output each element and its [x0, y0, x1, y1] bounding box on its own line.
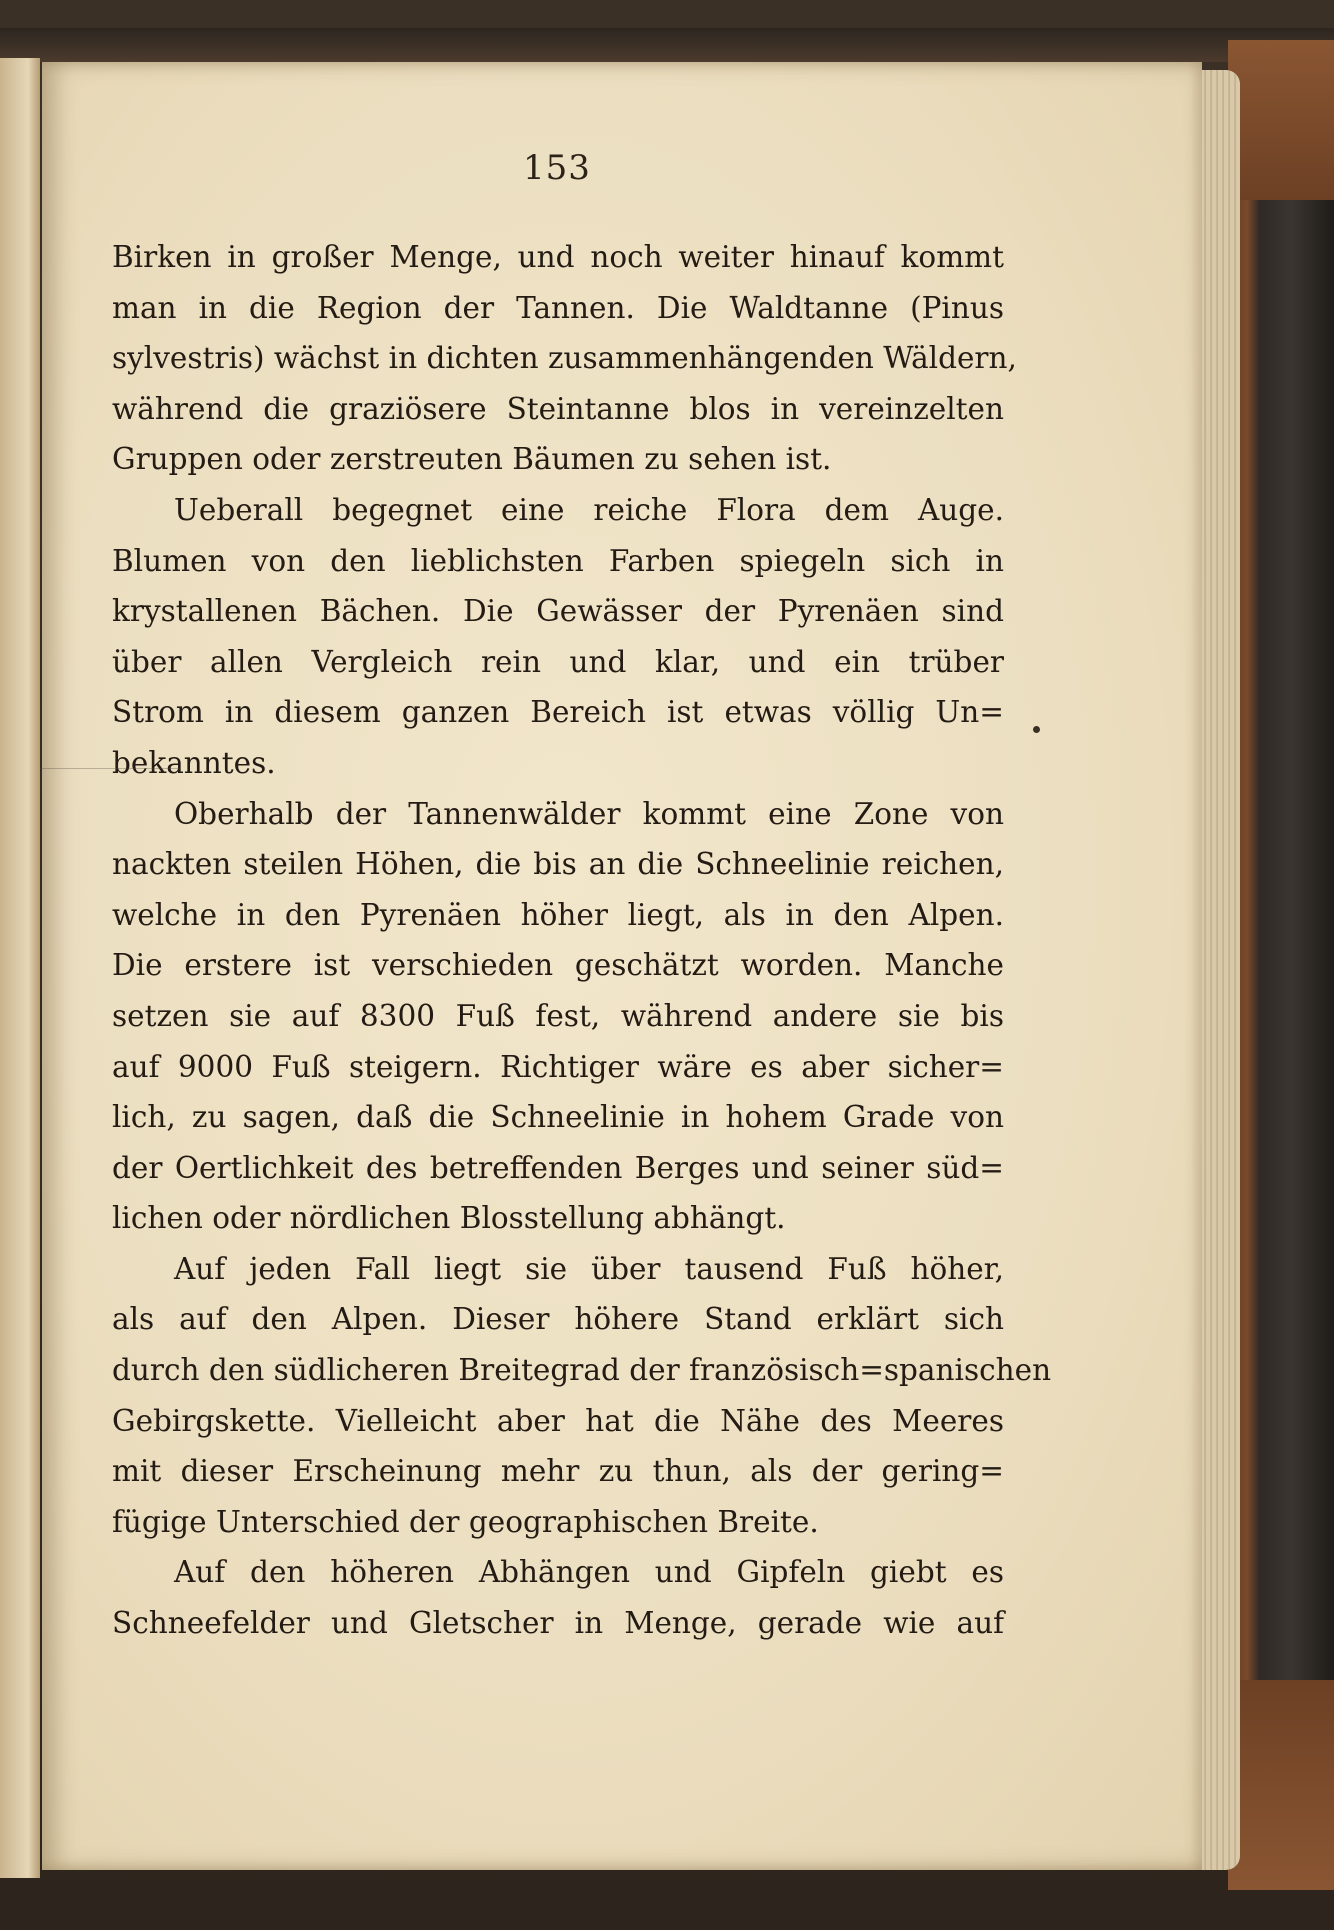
- text-line: krystallenen Bächen. Die Gewässer der Pyrenäen sind: [112, 594, 1004, 629]
- text-line: setzen sie auf 8300 Fuß fest, während andere sie bis: [112, 998, 1004, 1033]
- text-line: während die graziösere Steintanne blos in vereinzelten: [112, 391, 1004, 426]
- text-line: über allen Vergleich rein und klar, und ein trüber: [112, 644, 1004, 679]
- text-line: als auf den Alpen. Dieser höhere Stand erklärt sich: [112, 1302, 1004, 1337]
- text-line: Auf den höheren Abhängen und Gipfeln giebt es: [174, 1555, 1004, 1590]
- text-line: Gruppen oder zerstreuten Bäumen zu sehen ist.: [112, 442, 832, 477]
- text-line: Gebirgskette. Vielleicht aber hat die Nähe des Meeres: [112, 1403, 1004, 1438]
- text-line: bekanntes.: [112, 745, 276, 780]
- leather-corner-bottom: [1228, 1680, 1334, 1890]
- paragraph: [112, 1547, 1004, 1648]
- page-body-text: [112, 232, 1052, 1649]
- pencil-mark: [40, 768, 180, 769]
- paragraph: [112, 485, 1004, 789]
- text-line: man in die Region der Tannen. Die Waldtanne (Pinus: [112, 290, 1004, 325]
- ink-dot: [1033, 726, 1040, 733]
- leather-corner-top: [1228, 40, 1334, 200]
- book-cover-binding: [1228, 40, 1334, 1890]
- text-line: mit dieser Erscheinung mehr zu thun, als der gering=: [112, 1454, 1004, 1489]
- text-line: Oberhalb der Tannenwälder kommt eine Zone von: [174, 796, 1004, 831]
- text-line: lichen oder nördlichen Blosstellung abhängt.: [112, 1201, 786, 1236]
- text-line: sylvestris) wächst in dichten zusammenhängenden Wäldern,: [112, 341, 1017, 376]
- paragraph: [112, 1244, 1052, 1548]
- text-line: auf 9000 Fuß steigern. Richtiger wäre es aber sicher=: [112, 1049, 1004, 1084]
- text-line: Schneefelder und Gletscher in Menge, gerade wie auf: [112, 1606, 1004, 1641]
- text-line: fügige Unterschied der geographischen Breite.: [112, 1504, 819, 1539]
- text-line: Ueberall begegnet eine reiche Flora dem Auge.: [174, 492, 1004, 527]
- facing-page-edge: [0, 58, 40, 1878]
- text-line: Strom in diesem ganzen Bereich ist etwas völlig Un=: [112, 695, 1004, 730]
- book-page: [42, 62, 1202, 1870]
- text-line: Birken in großer Menge, und noch weiter hinauf kommt: [112, 240, 1004, 274]
- page-number: 153: [523, 148, 591, 188]
- paragraph: [112, 232, 1017, 485]
- text-line: nackten steilen Höhen, die bis an die Schneelinie reichen,: [112, 847, 1004, 882]
- text-line: durch den südlicheren Breitegrad der französisch=spanischen: [112, 1353, 1052, 1388]
- text-line: Blumen von den lieblichsten Farben spiegeln sich in: [112, 543, 1004, 578]
- text-line: lich, zu sagen, daß die Schneelinie in hohem Grade von: [112, 1100, 1004, 1135]
- book-cover-top: [0, 28, 1334, 62]
- paragraph: [112, 789, 1004, 1244]
- text-line: Die erstere ist verschieden geschätzt worden. Manche: [112, 948, 1004, 983]
- text-line: der Oertlichkeit des betreffenden Berges und seiner süd=: [112, 1150, 1004, 1185]
- text-line: Auf jeden Fall liegt sie über tausend Fuß höher,: [174, 1251, 1004, 1286]
- text-line: welche in den Pyrenäen höher liegt, als in den Alpen.: [112, 897, 1004, 932]
